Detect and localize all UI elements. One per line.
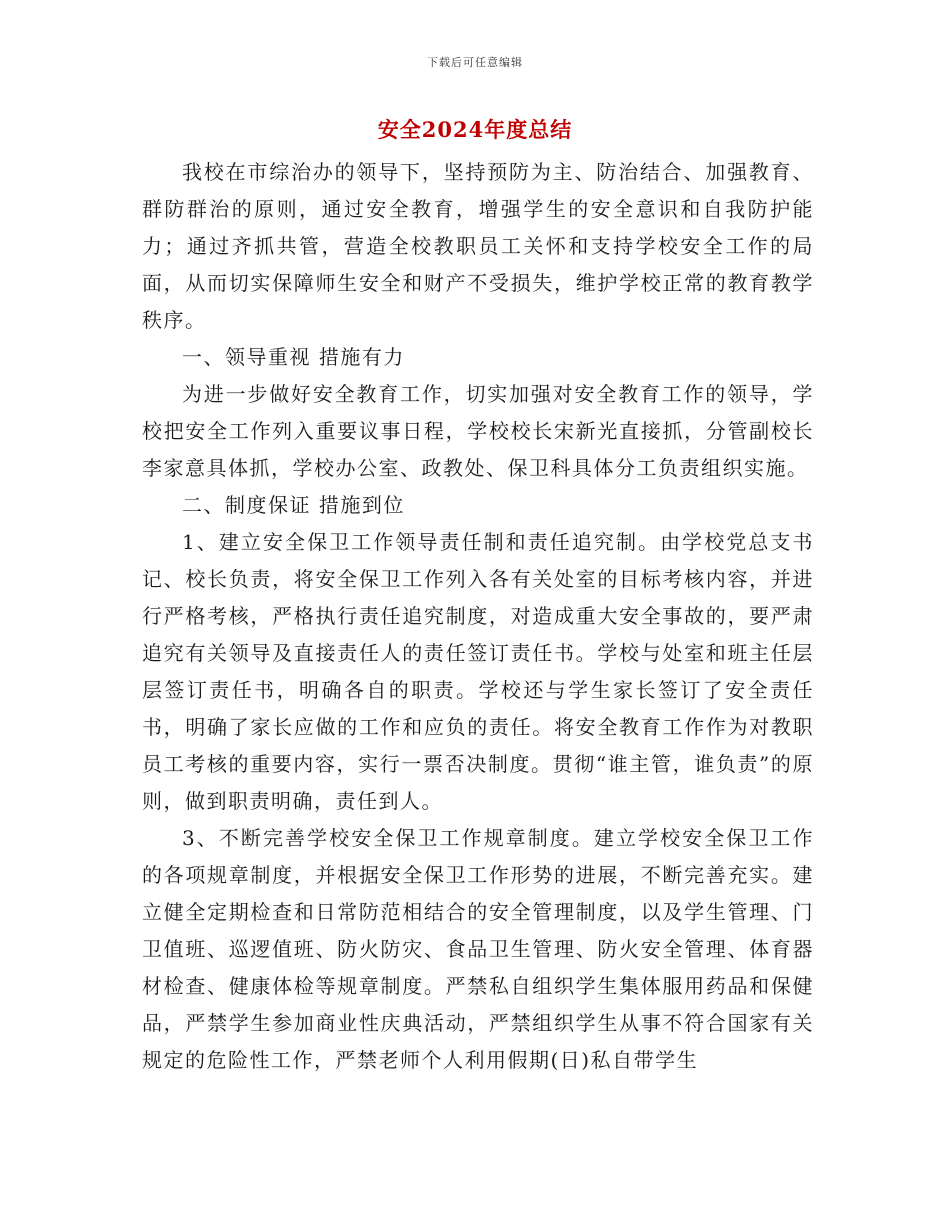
section-2-paragraph-1: 1、建立安全保卫工作领导责任制和责任追究制。由学校党总支书记、校长负责，将安全保卫工作列入各有关处室的目标考核内容，并进行严格考核，严格执行责任追究制度，对造成重大安全事故的，要严肃追究有关领导及直接责任人的责任签订责任书。学校与处室和班主任层层签订责任书，明确各自的职责。学校还与学生家长签订了安全责任书，明确了家长应做的工作和应负的责任。将安全教育工作作为对教职员工考核的重要内容，实行一票否决制度。贯彻“谁主管，谁负责”的原则，做到职责明确，责任到人。 [142,530,814,813]
document-title: 安全2024年度总结 [377,117,573,142]
section-heading-2: 二、制度保证 措施到位 [182,493,405,517]
section-1-paragraph: 为进一步做好安全教育工作，切实加强对安全教育工作的领导，学校把安全工作列入重要议事日程，学校校长宋新光直接抓，分管副校长李家意具体抓，学校办公室、政教处、保卫科具体分工负责组织实施。 [142,382,814,480]
section-heading-1: 一、领导重视 措施有力 [182,345,405,369]
document-body [142,154,814,1079]
header-note: 下载后可任意编辑 [427,56,523,69]
intro-paragraph: 我校在市综治办的领导下，坚持预防为主、防治结合、加强教育、群防群治的原则，通过安全教育，增强学生的安全意识和自我防护能力；通过齐抓共管，营造全校教职员工关怀和支持学校安全工作的局面，从而切实保障师生安全和财产不受损失，维护学校正常的教育教学秩序。 [142,160,814,332]
section-2-paragraph-3: 3、不断完善学校安全保卫工作规章制度。建立学校安全保卫工作的各项规章制度，并根据安全保卫工作形势的进展，不断完善充实。建立健全定期检查和日常防范相结合的安全管理制度，以及学生管理、门卫值班、巡逻值班、防火防灾、食品卫生管理、防火安全管理、体育器材检查、健康体检等规章制度。严禁私自组织学生集体服用药品和保健品，严禁学生参加商业性庆典活动，严禁组织学生从事不符合国家有关规定的危险性工作，严禁老师个人利用假期(日)私自带学生 [142,826,814,1072]
